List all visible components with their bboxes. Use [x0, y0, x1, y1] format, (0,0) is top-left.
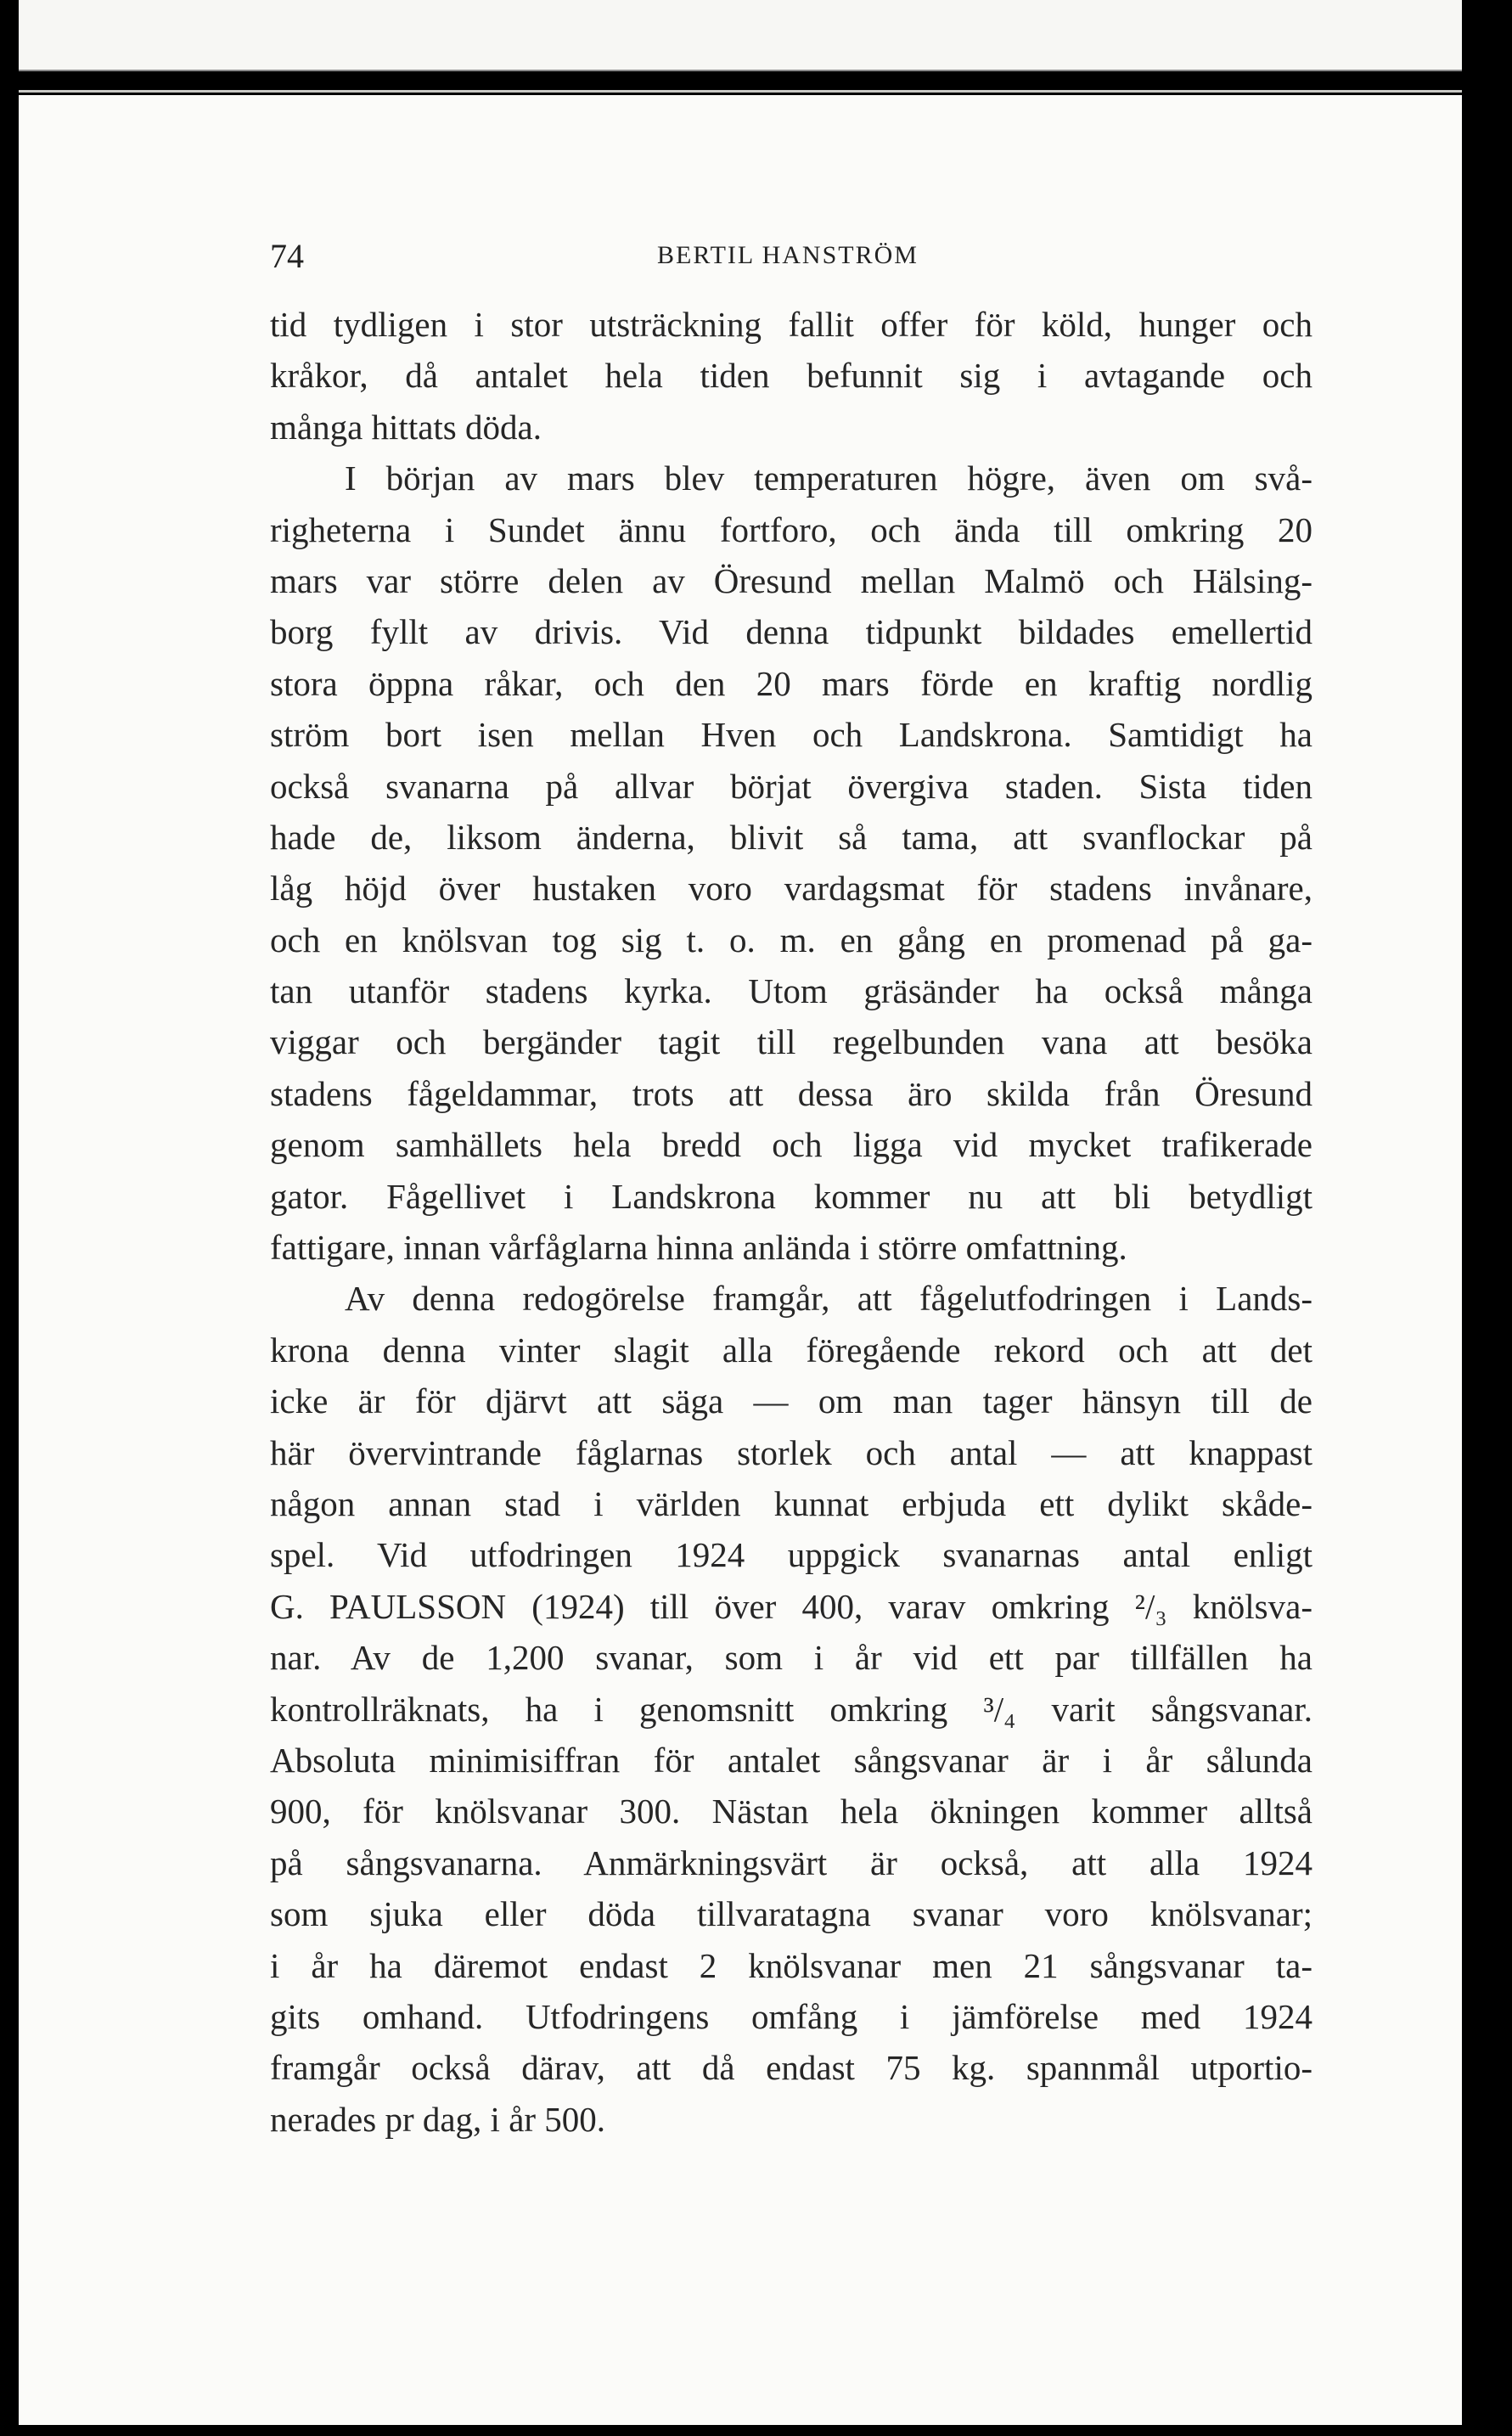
text-line: och en knölsvan tog sig t. o. m. en gång en promenad på ga-	[270, 920, 1312, 959]
text-line: nerades pr dag, i år 500.	[270, 2099, 606, 2139]
running-head: BERTIL HANSTRÖM	[657, 241, 919, 269]
text-line: stora öppna råkar, och den 20 mars förde en kraftig nordlig	[270, 663, 1312, 703]
text-line: mars var större delen av Öresund mellan Malmö och Hälsing-	[270, 560, 1312, 600]
text-line: också svanarna på allvar börjat övergiva staden. Sista tiden	[270, 766, 1312, 806]
back-page-edge	[19, 0, 1462, 71]
text-line: gits omhand. Utfodringens omfång i jämförelse med 1924	[270, 1996, 1312, 2036]
text-line: många hittats döda.	[270, 407, 542, 447]
page-header	[253, 229, 1323, 275]
text-line: spel. Vid utfodringen 1924 uppgick svanarnas antal enligt	[270, 1535, 1312, 1575]
text-line: här övervintrande fåglarnas storlek och antal — att knappast	[270, 1432, 1312, 1472]
text-line: kontrollräknats, ha i genomsnitt omkring ³/₄ varit sångsvanar.	[270, 1689, 1312, 1729]
text-line: Av denna redogörelse framgår, att fågelutfodringen i Lands-	[345, 1279, 1312, 1319]
text-line: borg fyllt av drivis. Vid denna tidpunkt bildades emellertid	[270, 612, 1312, 652]
text-line: gator. Fågellivet i Landskrona kommer nu att bli betydligt	[270, 1176, 1312, 1216]
text-line: viggar och bergänder tagit till regelbunden vana att besöka	[270, 1022, 1312, 1062]
text-line: kråkor, då antalet hela tiden befunnit sig i avtagande och	[270, 356, 1312, 396]
text-line: någon annan stad i världen kunnat erbjuda ett dylikt skåde-	[270, 1483, 1312, 1523]
text-line: Absoluta minimisiffran för antalet sångsvanar är i år sålunda	[270, 1740, 1312, 1780]
text-line: fattigare, innan vårfåglarna hinna anlända i större omfattning.	[270, 1228, 1127, 1268]
text-line: G. PAULSSON (1924) till över 400, varav omkring ²/₃ knölsva-	[270, 1586, 1312, 1626]
text-line: på sångsvanarna. Anmärkningsvärt är också, att alla 1924	[270, 1842, 1312, 1882]
text-line: som sjuka eller döda tillvaratagna svanar voro knölsvanar;	[270, 1894, 1312, 1934]
text-line: i år ha däremot endast 2 knölsvanar men 21 sångsvanar ta-	[270, 1945, 1312, 1985]
text-line: stadens fågeldammar, trots att dessa äro skilda från Öresund	[270, 1073, 1312, 1113]
text-line: nar. Av de 1,200 svanar, som i år vid ett par tillfällen ha	[270, 1638, 1312, 1678]
text-line: genom samhällets hela bredd och ligga vid mycket trafikerade	[270, 1125, 1312, 1165]
text-line: krona denna vinter slagit alla föregående rekord och att det	[270, 1330, 1312, 1370]
text-line: låg höjd över hustaken voro vardagsmat för stadens invånare,	[270, 869, 1312, 909]
body-text	[270, 299, 1312, 2145]
text-line: I början av mars blev temperaturen högre, även om svå-	[345, 459, 1312, 498]
text-line: framgår också därav, att då endast 75 kg. spannmål utportio-	[270, 2048, 1312, 2088]
text-line: ström bort isen mellan Hven och Landskrona. Samtidigt ha	[270, 715, 1312, 755]
text-line: 900, för knölsvanar 300. Nästan hela ökningen kommer alltså	[270, 1792, 1312, 1831]
text-line: tan utanför stadens kyrka. Utom gräsänder ha också många	[270, 971, 1312, 1011]
text-line: righeterna i Sundet ännu fortforo, och ända till omkring 20	[270, 509, 1312, 549]
page-number: 74	[270, 237, 304, 275]
page-top-shadow	[19, 90, 1462, 93]
text-line: tid tydligen i stor utsträckning fallit offer för köld, hunger och	[270, 305, 1312, 344]
text-line: hade de, liksom änderna, blivit så tama, att svanflockar på	[270, 817, 1312, 857]
text-line: icke är för djärvt att säga — om man tager hänsyn till de	[270, 1381, 1312, 1421]
